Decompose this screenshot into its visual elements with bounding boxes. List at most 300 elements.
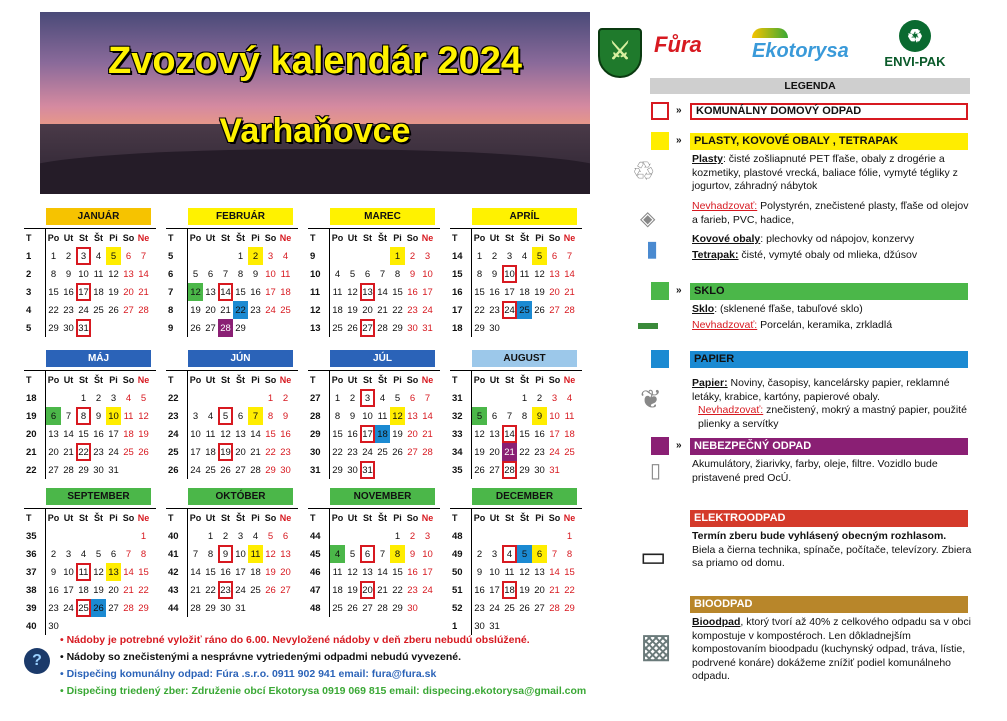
day-cell: 16 [280,428,291,440]
day-cell: 6 [282,530,289,542]
day-cell: 9 [65,268,72,280]
papier-nevhadzovat [698,404,974,431]
day-cell: 22 [392,304,403,316]
papier-nevh-label: Nevhadzovať: [698,404,764,416]
day-cell: 19 [93,584,104,596]
kovove-description [692,233,972,247]
day-cell [487,389,502,407]
weekday-header: Pi [393,233,402,243]
day-cell: 28 [377,602,388,614]
day-cell: 13 [362,566,373,578]
day-cell: 26 [190,322,201,334]
day-cell: 6 [207,268,214,280]
weekday-header: Pi [251,233,260,243]
week-number: 40 [166,527,188,545]
day-cell [46,389,61,407]
day-cell: 7 [424,392,431,404]
day-cell: 10 [502,265,517,283]
day-cell [248,389,263,407]
day-cell [547,319,562,337]
day-cell: 21 [138,286,149,298]
day-cell [345,247,360,265]
week-header: T [166,229,188,247]
day-cell: 9 [252,268,259,280]
weekday-header: So [264,513,277,523]
day-cell: 26 [220,464,231,476]
papier-description [692,377,972,404]
week-number: 3 [24,283,46,301]
plasty-description [692,153,972,194]
day-cell [91,527,106,545]
week-number: 25 [166,443,188,461]
day-cell: 13 [123,268,134,280]
day-cell: 16 [48,584,59,596]
day-cell [121,319,136,337]
weekday-header: Št [236,233,245,243]
day-cell: 5 [349,268,356,280]
week-number: 42 [166,563,188,581]
day-cell: 17 [235,566,246,578]
day-cell: 3 [76,247,91,265]
village-crest-icon: ⚔ [598,28,642,78]
bottle-icon: ▬ [638,312,658,334]
day-cell: 22 [48,304,59,316]
weekday-header: Ut [63,375,74,385]
day-cell: 3 [424,530,431,542]
day-cell: 13 [549,268,560,280]
day-cell: 4 [521,250,528,262]
day-cell: 14 [250,428,261,440]
weekday-header: Ne [421,375,434,385]
day-cell: 17 [76,283,91,301]
month-name: FEBRUÁR [188,208,293,225]
day-cell: 24 [108,446,119,458]
day-cell: 1 [394,530,401,542]
day-cell: 10 [489,566,500,578]
day-cell: 13 [534,566,545,578]
day-cell: 17 [360,425,375,443]
day-cell: 8 [50,268,57,280]
weekday-header: Št [236,375,245,385]
plasty-nevh-text: Polystyrén, znečistené plasty, fľaše od olejov a farieb, PVC, hadice, [692,200,969,226]
weekday-header: Št [520,375,529,385]
day-cell: 11 [205,428,216,440]
weekday-header: Ne [421,513,434,523]
day-cell: 25 [93,304,104,316]
day-cell [330,247,345,265]
can-icon: ▮ [646,236,659,261]
question-icon: ? [24,648,50,674]
composter-icon: ▩ [640,627,673,665]
weekday-header: Ut [347,233,358,243]
week-number: 40 [24,617,46,635]
day-cell: 7 [551,548,558,560]
weekday-header: St [363,375,372,385]
weekday-header: Pi [251,375,260,385]
day-cell: 29 [519,464,530,476]
day-cell [203,247,218,265]
day-cell: 17 [504,286,515,298]
envipak-logo-text: ENVI-PAK [884,54,946,69]
day-cell: 25 [564,446,575,458]
fura-logo: Fůra [654,32,702,57]
weekday-header: Pi [109,233,118,243]
day-cell: 24 [63,602,74,614]
day-cell: 17 [63,584,74,596]
week-number: 47 [308,581,330,599]
plasty-text: : čisté zošliapnuté PET fľaše, obaly z drogérie a kozmetiky, plastové vrecká, baliace fólie, vymyté tégliky z jogurtov, záhradný nábytok [692,153,958,192]
day-cell: 25 [332,322,343,334]
day-cell: 17 [549,428,560,440]
weekday-header: Št [520,513,529,523]
week-header: T [308,229,330,247]
day-cell: 7 [379,548,386,560]
day-cell: 13 [407,410,418,422]
day-cell: 28 [377,322,388,334]
day-cell [233,389,248,407]
week-number: 30 [308,443,330,461]
day-cell: 15 [474,286,485,298]
weekday-header: So [264,233,277,243]
day-cell [330,527,345,545]
month-december [450,488,582,635]
day-cell: 28 [63,464,74,476]
day-cell: 31 [422,322,433,334]
day-cell [248,319,263,337]
day-cell: 24 [235,584,246,596]
day-cell: 12 [93,566,104,578]
day-cell: 24 [422,584,433,596]
day-cell: 1 [521,392,528,404]
day-cell: 19 [519,584,530,596]
day-cell: 14 [123,566,134,578]
day-cell: 11 [519,268,530,280]
hill-silhouette [40,149,590,194]
day-cell: 19 [218,443,233,461]
month-august [450,350,582,497]
month-name: JÚN [188,350,293,367]
week-number: 44 [308,527,330,545]
day-cell: 11 [93,268,104,280]
day-cell: 10 [549,410,560,422]
kovove-label: Kovové obaly [692,233,761,245]
week-header: T [308,509,330,527]
elektro-text: Biela a čierna technika, spínače, počítače, televízory. Zbiera sa priamo od domu. [692,543,972,569]
month-name: SEPTEMBER [46,488,151,505]
day-cell: 7 [65,410,72,422]
month-grid [24,508,156,635]
weekday-header: St [363,513,372,523]
weekday-header: Št [94,375,103,385]
day-cell: 16 [220,566,231,578]
sklo-text: : (sklenené fľaše, tabuľové sklo) [714,303,863,315]
day-cell: 4 [330,545,345,563]
weekday-header: Št [378,513,387,523]
week-number: 22 [24,461,46,479]
day-cell: 28 [502,461,517,479]
day-cell: 20 [108,584,119,596]
day-cell: 29 [235,322,246,334]
day-cell: 11 [504,566,515,578]
day-cell [547,527,562,545]
day-cell: 12 [474,428,485,440]
weekday-header: Ne [421,233,434,243]
weekday-header: Po [47,233,60,243]
day-cell [218,247,233,265]
day-cell: 25 [205,464,216,476]
week-number: 24 [166,425,188,443]
day-cell: 29 [205,602,216,614]
day-cell: 30 [280,464,291,476]
weekday-header: St [505,233,514,243]
day-cell: 20 [407,428,418,440]
day-cell: 8 [566,548,573,560]
day-cell: 1 [476,250,483,262]
day-cell: 29 [474,322,485,334]
weekday-header: Ut [205,233,216,243]
sklo-swatch [651,282,669,300]
plasty-label: Plasty [692,153,723,165]
day-cell: 31 [549,464,560,476]
month-grid [166,508,298,635]
weekday-header: So [406,375,419,385]
month-január [24,208,156,355]
plasty-nevhadzovat [692,200,972,227]
day-cell: 1 [237,250,244,262]
weekday-header: Ut [489,233,500,243]
day-cell: 13 [205,286,216,298]
week-number: 5 [166,247,188,265]
day-cell: 26 [534,304,545,316]
month-name: APRÍL [472,208,577,225]
week-number: 45 [308,545,330,563]
week-number: 22 [166,389,188,407]
day-cell: 8 [76,407,91,425]
day-cell: 17 [265,286,276,298]
month-máj [24,350,156,497]
day-cell: 5 [95,548,102,560]
day-cell: 14 [138,268,149,280]
day-cell: 31 [235,602,246,614]
day-cell: 24 [362,446,373,458]
day-cell: 21 [63,446,74,458]
day-cell: 23 [93,446,104,458]
header-banner [40,12,590,194]
day-cell [188,389,203,407]
weekday-header: Pi [393,375,402,385]
day-cell: 7 [506,410,513,422]
day-cell: 15 [205,566,216,578]
day-cell: 4 [80,548,87,560]
day-cell: 16 [489,286,500,298]
week-number: 49 [450,545,472,563]
day-cell: 12 [519,566,530,578]
month-november [308,488,440,635]
day-cell: 18 [123,428,134,440]
day-cell: 20 [360,581,375,599]
note-line: • Nádoby so znečistenými a nesprávne vytriedenými odpadmi nebudú vyvezené. [60,651,462,663]
day-cell: 20 [205,304,216,316]
day-cell: 4 [334,268,341,280]
day-cell: 28 [190,602,201,614]
day-cell: 9 [532,407,547,425]
day-cell: 3 [267,250,274,262]
day-cell: 22 [474,304,485,316]
week-header: T [308,371,330,389]
day-cell: 1 [334,392,341,404]
day-cell [263,319,278,337]
day-cell: 11 [248,545,263,563]
plastic-waste-icon: ♲ [632,156,656,186]
day-cell: 10 [106,407,121,425]
tetrapak-text: čisté, vymyté obaly od mlieka, džúsov [738,249,918,261]
week-number: 48 [450,527,472,545]
day-cell: 2 [248,247,263,265]
weekday-header: So [122,375,135,385]
weekday-header: Ut [205,513,216,523]
day-cell: 21 [549,584,560,596]
day-cell: 28 [564,304,575,316]
day-cell: 12 [390,407,405,425]
day-cell: 8 [334,410,341,422]
day-cell: 27 [407,446,418,458]
day-cell: 20 [235,446,246,458]
weekday-header: Ut [63,513,74,523]
day-cell: 29 [392,602,403,614]
day-cell: 18 [375,425,390,443]
weekday-header: So [548,233,561,243]
day-cell [420,599,435,617]
plasty-nevh-label: Nevhadzovať: [692,200,758,212]
day-cell [136,461,151,479]
day-cell: 24 [422,304,433,316]
month-name: JÚL [330,350,435,367]
note-line: • Dispečing triedený zber: Združenie obcí Ekotorysa 0919 069 815 email: dispecing.ekotorysa@gmail.com [60,685,587,697]
day-cell: 26 [138,446,149,458]
ekotorysa-logo [752,28,849,63]
day-cell [375,461,390,479]
day-cell: 18 [502,581,517,599]
month-júl [308,350,440,497]
day-cell: 1 [140,530,147,542]
day-cell: 7 [248,407,263,425]
battery-icon: ▯ [650,460,662,482]
calendar-title: Zvozový kalendár 2024 [108,40,522,82]
day-cell: 30 [534,464,545,476]
day-cell: 9 [409,268,416,280]
day-cell: 27 [534,602,545,614]
week-number: 17 [450,301,472,319]
day-cell: 1 [566,530,573,542]
month-grid [450,370,582,497]
day-cell: 3 [237,530,244,542]
day-cell: 31 [360,461,375,479]
week-number: 12 [308,301,330,319]
elektro-bold: Termín zberu bude vyhlásený obecným rozhlasom. [692,530,947,542]
day-cell: 27 [362,602,373,614]
day-cell: 27 [48,464,59,476]
arrow-icon: » [676,440,682,451]
day-cell: 6 [237,410,244,422]
day-cell: 28 [123,602,134,614]
komunal-bar: KOMUNÁLNY DOMOVÝ ODPAD [690,103,968,120]
day-cell: 28 [218,319,233,337]
weekday-header: St [221,233,230,243]
week-number: 9 [166,319,188,337]
day-cell: 12 [265,548,276,560]
bio-description [692,616,972,684]
day-cell: 18 [250,566,261,578]
day-cell: 14 [190,566,201,578]
weekday-header: Ut [347,375,358,385]
day-cell: 30 [347,464,358,476]
sklo-nevh-label: Nevhadzovať: [692,319,758,331]
day-cell: 25 [377,446,388,458]
day-cell: 9 [491,268,498,280]
day-cell: 23 [534,446,545,458]
nebezpecny-bar: NEBEZPEČNÝ ODPAD [690,438,968,455]
day-cell: 8 [267,410,274,422]
day-cell: 7 [566,250,573,262]
day-cell: 4 [379,392,386,404]
weekday-header: Pi [109,375,118,385]
day-cell: 16 [63,286,74,298]
day-cell: 16 [534,428,545,440]
day-cell: 30 [63,322,74,334]
weekday-header: St [79,513,88,523]
weekday-header: Pi [393,513,402,523]
day-cell: 13 [280,548,291,560]
day-cell: 29 [138,602,149,614]
day-cell [472,389,487,407]
day-cell: 15 [564,566,575,578]
day-cell: 29 [265,464,276,476]
day-cell: 23 [280,446,291,458]
arrow-icon: » [676,135,682,146]
day-cell: 19 [392,428,403,440]
day-cell: 16 [250,286,261,298]
paper-icon: ❦ [640,384,662,414]
day-cell: 26 [265,584,276,596]
weekday-header: Pi [535,233,544,243]
month-grid [166,228,298,355]
week-number: 1 [450,617,472,635]
day-cell: 16 [407,566,418,578]
day-cell: 11 [280,268,291,280]
day-cell: 3 [506,250,513,262]
weekday-header: St [79,375,88,385]
day-cell [203,389,218,407]
day-cell [532,319,547,337]
day-cell: 10 [422,268,433,280]
day-cell: 31 [76,319,91,337]
day-cell: 26 [347,322,358,334]
day-cell: 6 [364,268,371,280]
day-cell [46,527,61,545]
day-cell: 1 [390,247,405,265]
day-cell: 11 [377,410,388,422]
weekday-header: Po [47,513,60,523]
day-cell: 24 [549,446,560,458]
day-cell: 1 [80,392,87,404]
weekday-header: Ne [563,375,576,385]
week-number: 20 [24,425,46,443]
weekday-header: Pi [535,513,544,523]
day-cell: 2 [222,530,229,542]
day-cell: 5 [106,247,121,265]
day-cell [517,527,532,545]
weekday-header: Po [473,513,486,523]
